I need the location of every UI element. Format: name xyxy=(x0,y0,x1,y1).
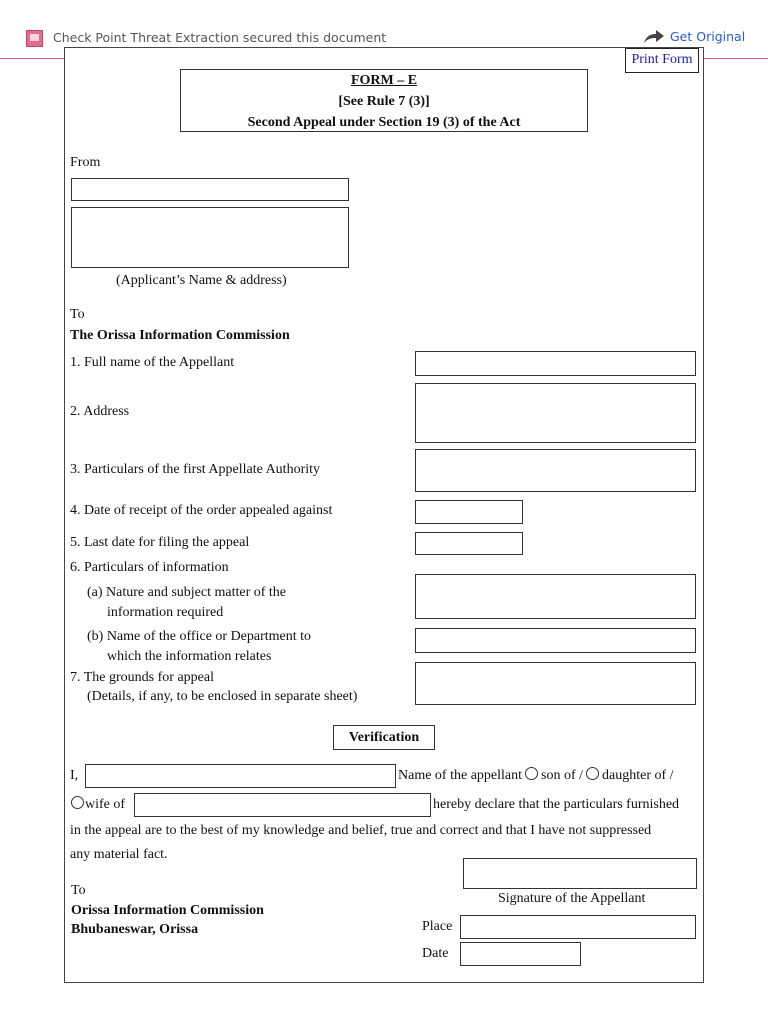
banner-text: Check Point Threat Extraction secured this document xyxy=(53,30,387,45)
signature-input[interactable] xyxy=(463,858,697,889)
last-date-input[interactable] xyxy=(415,532,523,555)
address-input[interactable] xyxy=(415,383,696,443)
wife-of-radio[interactable] xyxy=(71,796,84,809)
relation-name-input[interactable] xyxy=(134,793,431,817)
receipt-date-label: 4. Date of receipt of the order appealed against xyxy=(70,503,333,518)
form-subtitle: Second Appeal under Section 19 (3) of the Act xyxy=(247,115,521,130)
office-label-line1: (b) Name of the office or Department to xyxy=(87,629,312,644)
receipt-date-input[interactable] xyxy=(415,500,523,524)
share-arrow-icon xyxy=(644,30,664,44)
applicant-address-input[interactable] xyxy=(71,207,349,268)
applicant-name-input[interactable] xyxy=(71,178,349,201)
particulars-label: 6. Particulars of information xyxy=(70,560,229,575)
print-form-button[interactable]: Print Form xyxy=(625,48,699,73)
son-of-radio[interactable] xyxy=(525,767,538,780)
appellate-authority-input[interactable] xyxy=(415,449,696,492)
verification-name-input[interactable] xyxy=(85,764,396,788)
appellate-authority-label: 3. Particulars of the first Appellate Authority xyxy=(70,462,321,477)
office-input[interactable] xyxy=(415,628,696,653)
last-date-label: 5. Last date for filing the appeal xyxy=(70,535,250,550)
grounds-label-line2: (Details, if any, to be enclosed in separate sheet) xyxy=(87,689,358,704)
i-label: I, xyxy=(70,768,79,783)
form-title: FORM – E xyxy=(350,73,418,88)
footer-org: Orissa Information Commission xyxy=(71,903,264,918)
from-label: From xyxy=(70,155,101,170)
office-label-line2: which the information relates xyxy=(107,649,272,664)
nature-label-line1: (a) Nature and subject matter of the xyxy=(87,585,287,600)
son-of-text: son of / xyxy=(541,768,584,783)
to-label: To xyxy=(70,307,85,322)
grounds-label-line1: 7. The grounds for appeal xyxy=(70,670,214,685)
verification-line1-rest xyxy=(398,766,674,786)
address-label: 2. Address xyxy=(70,404,130,419)
signature-caption: Signature of the Appellant xyxy=(498,891,646,906)
full-name-label: 1. Full name of the Appellant xyxy=(70,355,235,370)
nature-label-line2: information required xyxy=(107,605,224,620)
form-rule: [See Rule 7 (3)] xyxy=(338,94,430,109)
document-shield-icon xyxy=(26,30,43,47)
place-label: Place xyxy=(422,919,453,934)
grounds-input[interactable] xyxy=(415,662,696,705)
verification-line2-start xyxy=(68,795,125,815)
daughter-of-radio[interactable] xyxy=(586,767,599,780)
verification-heading: Verification xyxy=(333,725,435,750)
wife-of-text: wife of xyxy=(85,797,126,812)
get-original-label: Get Original xyxy=(670,29,746,44)
place-input[interactable] xyxy=(460,915,696,939)
nature-input[interactable] xyxy=(415,574,696,619)
footer-to-label: To xyxy=(71,883,86,898)
footer-city: Bhubaneswar, Orissa xyxy=(71,922,199,937)
form-title-box xyxy=(180,69,588,132)
commission-heading: The Orissa Information Commission xyxy=(70,328,290,343)
get-original-link[interactable] xyxy=(644,29,745,44)
verification-line3: in the appeal are to the best of my knowledge and belief, true and correct and that I have not suppressed xyxy=(70,823,652,838)
verification-line4: any material fact. xyxy=(70,847,168,862)
applicant-caption: (Applicant’s Name & address) xyxy=(116,273,287,288)
date-label: Date xyxy=(422,946,449,961)
declare-text: hereby declare that the particulars furnished xyxy=(433,797,680,812)
full-name-input[interactable] xyxy=(415,351,696,376)
daughter-of-text: daughter of / xyxy=(602,768,674,783)
name-of-appellant-text: Name of the appellant xyxy=(398,768,523,783)
date-input[interactable] xyxy=(460,942,581,966)
